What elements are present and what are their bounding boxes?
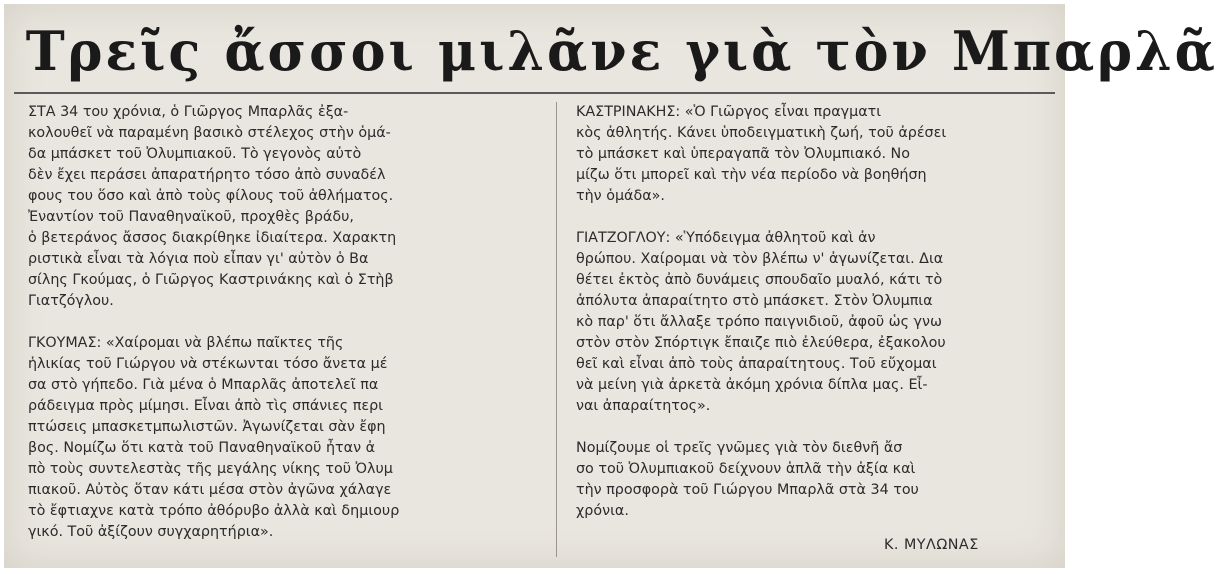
paragraph-gap — [576, 207, 1046, 228]
author-byline: Κ. ΜΥΛΩΝΑΣ — [884, 537, 979, 553]
right-column — [576, 102, 1046, 522]
kastrinakis-quote: ΚΑΣΤΡΙΝΑΚΗΣ: «Ὁ Γιῶργος εἶναι πραγματι κὸς ἀθλητής. Κάνει ὑποδειγματικὴ ζωή, τοῦ ἀρέσει τὸ μπάσκετ καὶ ὑπεραγαπᾶ τὸν Ὀλυμπιακό. Νο μίζω ὅτι μπορεῖ καὶ τὴν νέα περίοδο νὰ βοηθήση τὴν ὁμάδα». — [576, 104, 947, 204]
headline: Τρεῖς ἄσσοι μιλᾶνε γιὰ τὸν Μπαρλᾶ — [25, 19, 1218, 83]
column-divider — [556, 102, 557, 557]
newspaper-clipping — [4, 4, 1218, 568]
paragraph-gap — [28, 312, 540, 333]
left-column — [28, 102, 540, 543]
paragraph-gap — [576, 417, 1046, 438]
goumas-quote: ΓΚΟΥΜΑΣ: «Χαίρομαι νὰ βλέπω παῖκτες τῆς ἡλικίας τοῦ Γιώργου νὰ στέκωνται τόσο ἄνετα μέ σα στὸ γήπεδο. Γιὰ μένα ὁ Μπαρλᾶς ἀποτελεῖ πα ράδειγμα πρὸς μίμησι. Εἶναι ἀπὸ τὶς σπάνιες περι πτώσεις μπασκετμπωλιστῶν. Ἀγωνίζεται σὰν ἔφη βος. Νομίζω ὅτι κατὰ τοῦ Παναθηναϊκοῦ ἦταν ἀ πὸ τοὺς συντελεστὰς τῆς μεγάλης νίκης τοῦ Ὀλυμ πιακοῦ. Αὐτὸς ὅταν κάτι μέσα στὸν ἀγῶνα χάλαγε τὸ ἔφτιαχνε κατὰ τρόπο ἀθόρυβο ἀλλὰ καὶ δημιουρ γικό. Τοῦ ἀξίζουν συγχαρητήρια». — [28, 335, 400, 540]
giatzoglou-quote: ΓΙΑΤΖΟΓΛΟΥ: «Ὑπόδειγμα ἀθλητοῦ καὶ ἀν θρώπου. Χαίρομαι νὰ τὸν βλέπω ν' ἀγωνίζεται. Δια θέτει ἐκτὸς ἀπὸ δυνάμεις σπουδαῖο μυαλό, κάτι τὸ ἀπόλυτα ἀπαραίτητο στὸ μπάσκετ. Στὸν Ὀλυμπια κὸ παρ' ὅτι ἄλλαξε τρόπο παιγνιδιοῦ, ἀφοῦ ὡς γνω στὸν στὸν Σπόρτιγκ ἔπαιζε πιὸ ἐλεύθερα, ἐξακολου θεῖ καὶ εἶναι ἀπὸ τοὺς ἀπαραίτητους. Τοῦ εὔχομαι νὰ μείνη γιὰ ἀρκετὰ ἀκόμη χρόνια δίπλα μας. Εἶ- ναι ἀπαραίτητος». — [576, 230, 946, 414]
headline-rule — [14, 92, 1055, 94]
conclusion-paragraph: Νομίζουμε οἱ τρεῖς γνῶμες γιὰ τὸν διεθνῆ ἄσ σο τοῦ Ὀλυμπιακοῦ δείχνουν ἁπλᾶ τὴν ἀξία καὶ τὴν προσφορὰ τοῦ Γιώργου Μπαρλᾶ στὰ 34 του χρόνια. — [576, 440, 919, 519]
intro-paragraph: ΣΤΑ 34 του χρόνια, ὁ Γιῶργος Μπαρλᾶς ἐξα- κολουθεῖ νὰ παραμένη βασικὸ στέλεχος στὴν ὁμά- δα μπάσκετ τοῦ Ὀλυμπιακοῦ. Τὸ γεγονὸς αὐτὸ δὲν ἔχει περάσει ἀπαρατήρητο τόσο ἀπὸ συναδέλ φους του ὅσο καὶ ἀπὸ τοὺς φίλους τοῦ ἀθλήματος. Ἐναντίον τοῦ Παναθηναϊκοῦ, προχθὲς βράδυ, ὁ βετεράνος ἄσσος διακρίθηκε ἰδιαίτερα. Χαρακτη ριστικὰ εἶναι τὰ λόγια ποὺ εἶπαν γι' αὐτὸν ὁ Βα σίλης Γκούμας, ὁ Γιῶργος Καστρινάκης καὶ ὁ Στὴβ Γιατζόγλου. — [28, 104, 397, 309]
